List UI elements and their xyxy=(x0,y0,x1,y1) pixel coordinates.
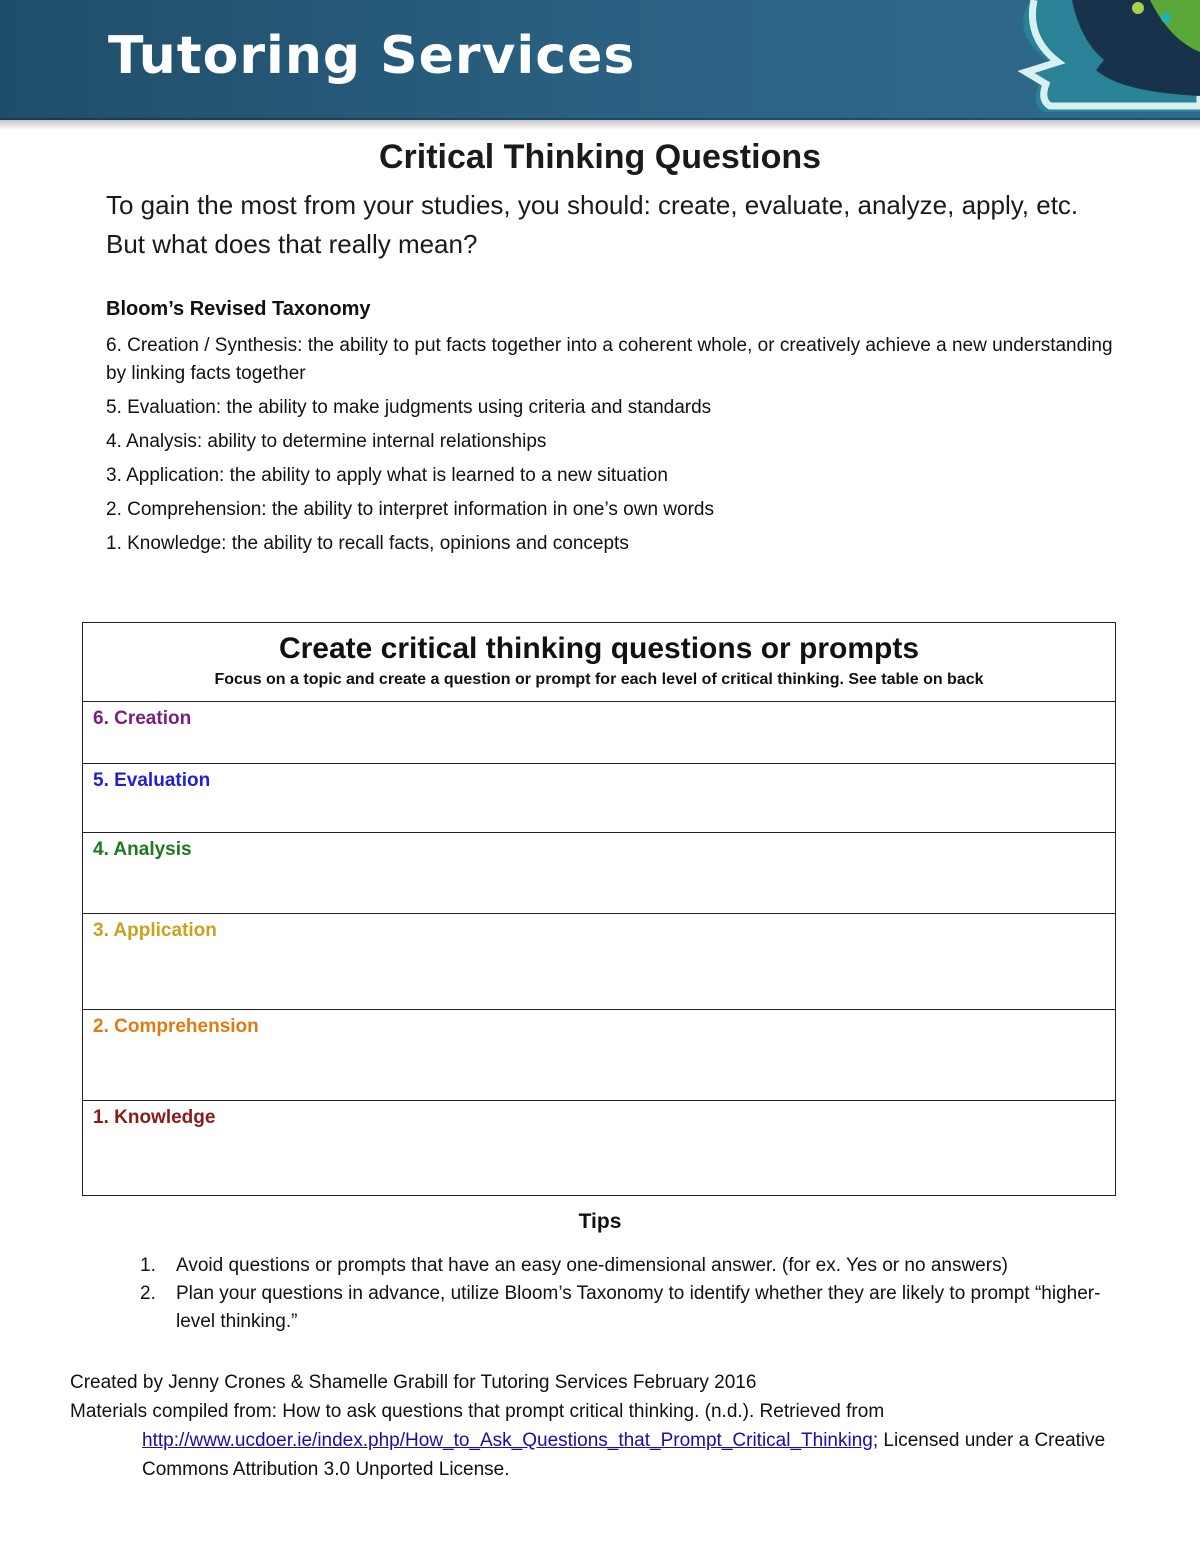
source-link[interactable]: http://www.ucdoer.ie/index.php/How_to_Ask_Questions_that_Prompt_Critical_Thinking xyxy=(142,1430,873,1451)
tip-item xyxy=(140,1252,1130,1280)
license-text: ; Licensed under a Creative Commons Attribution 3.0 Unported License. xyxy=(142,1430,1106,1480)
taxonomy-item: 4. Analysis: ability to determine internal relationships xyxy=(106,431,547,452)
banner-shadow xyxy=(0,118,1200,130)
tip-text: Avoid questions or prompts that have an easy one-dimensional answer. (for ex. Yes or no answers) xyxy=(176,1255,1008,1276)
source-line: Materials compiled from: How to ask questions that prompt critical thinking. (n.d.). Retrieved from xyxy=(70,1401,885,1422)
tip-text: Plan your questions in advance, utilize Bloom’s Taxonomy to identify whether they are likely to prompt “higher-level thinking.” xyxy=(176,1283,1101,1332)
row-label: 6. Creation xyxy=(93,708,192,729)
taxonomy-heading: Bloom’s Revised Taxonomy xyxy=(106,298,371,320)
taxonomy-item: 2. Comprehension: the ability to interpret information in one’s own words xyxy=(106,499,714,520)
header-banner xyxy=(0,0,1200,120)
tip-item xyxy=(140,1280,1130,1336)
credit-line: Created by Jenny Crones & Shamelle Grabill for Tutoring Services February 2016 xyxy=(70,1372,757,1393)
row-label: 2. Comprehension xyxy=(93,1016,259,1037)
footer-credits xyxy=(70,1368,1130,1484)
worksheet-row-creation[interactable] xyxy=(83,702,1115,764)
row-label: 5. Evaluation xyxy=(93,770,211,791)
tips-list xyxy=(140,1252,1130,1336)
document-title: Critical Thinking Questions xyxy=(378,138,822,176)
worksheet-table xyxy=(82,622,1116,1196)
intro-paragraph: To gain the most from your studies, you should: create, evaluate, analyze, apply, etc. But what does that really mean? xyxy=(106,190,1079,259)
taxonomy-item: 3. Application: the ability to apply what is learned to a new situation xyxy=(106,465,668,486)
worksheet-row-evaluation[interactable] xyxy=(83,764,1115,833)
worksheet-row-comprehension[interactable] xyxy=(83,1010,1115,1101)
worksheet-header xyxy=(83,623,1115,702)
worksheet-row-analysis[interactable] xyxy=(83,833,1115,914)
tip-number: 1. xyxy=(140,1255,156,1276)
worksheet-title: Create critical thinking questions or prompts xyxy=(278,632,920,665)
row-label: 1. Knowledge xyxy=(93,1107,216,1128)
row-label: 3. Application xyxy=(93,920,217,941)
tips-heading: Tips xyxy=(578,1210,622,1233)
taxonomy-item: 1. Knowledge: the ability to recall facts, opinions and concepts xyxy=(106,533,629,554)
banner-title: Tutoring Services xyxy=(108,26,636,86)
row-label: 4. Analysis xyxy=(93,839,192,860)
taxonomy-item: 6. Creation / Synthesis: the ability to put facts together into a coherent whole, or creatively achieve a new understanding by linking facts together xyxy=(106,335,1113,384)
worksheet-row-application[interactable] xyxy=(83,914,1115,1010)
source-link-line xyxy=(70,1426,1130,1484)
worksheet-subtitle: Focus on a topic and create a question or prompt for each level of critical thinking. See table on back xyxy=(214,671,984,688)
worksheet-row-knowledge[interactable] xyxy=(83,1101,1115,1195)
speech-bubble-logo-icon xyxy=(1000,0,1200,120)
taxonomy-item: 5. Evaluation: the ability to make judgments using criteria and standards xyxy=(106,397,712,418)
tip-number: 2. xyxy=(140,1283,156,1304)
taxonomy-list xyxy=(106,332,1136,564)
